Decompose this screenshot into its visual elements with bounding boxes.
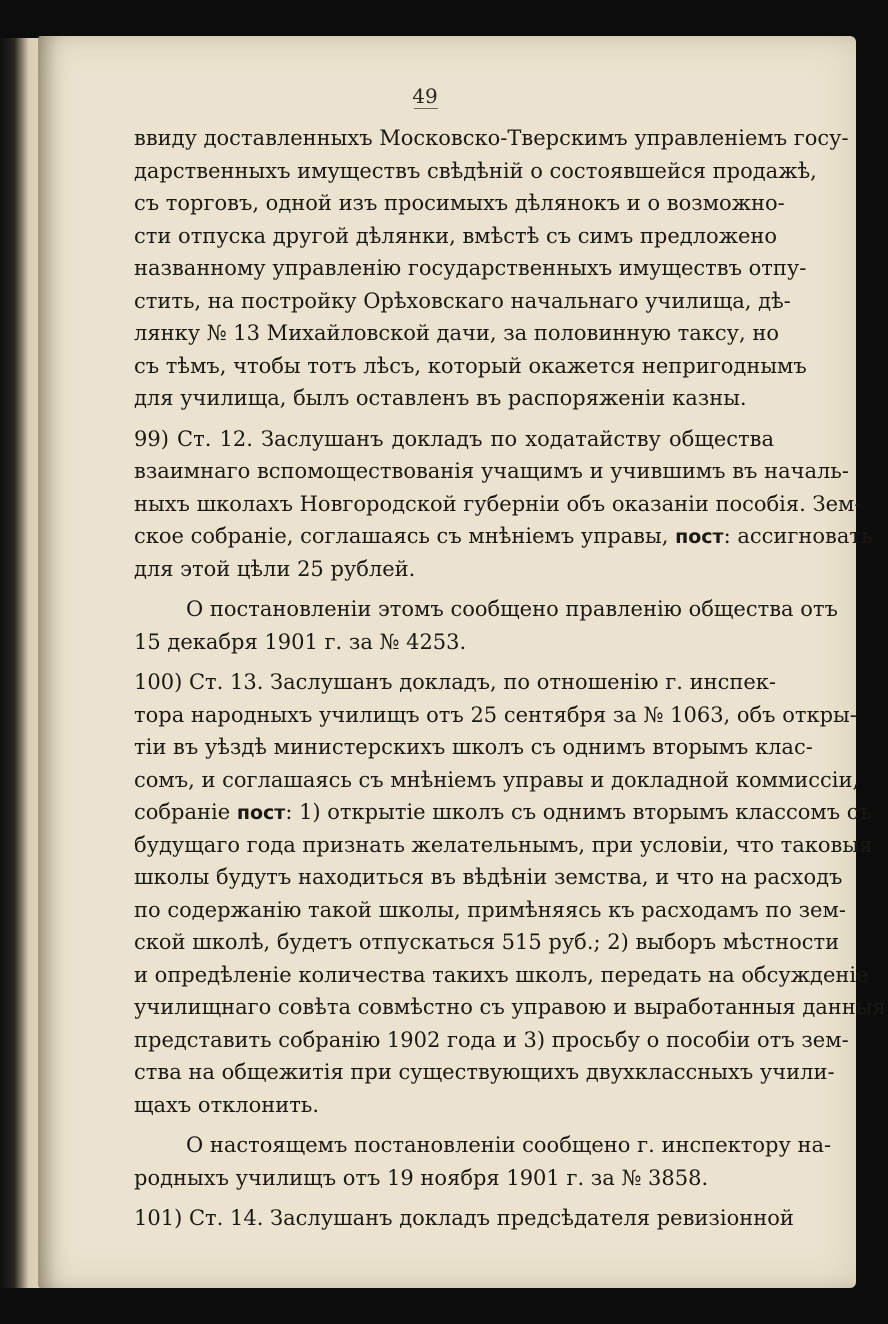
text-line: сти отпуска другой дѣлянки, вмѣстѣ съ симъ предложено xyxy=(134,223,778,248)
text-line-part: собраніе xyxy=(134,800,231,824)
text-line: ныхъ школахъ Новгородской губерніи объ оказаніи пособія. Зем- xyxy=(134,491,862,516)
text-line: для этой цѣли 25 рублей. xyxy=(134,556,416,581)
page-number-underline xyxy=(414,108,438,110)
text-line xyxy=(134,520,873,553)
text-line: щахъ отклонить. xyxy=(134,1092,320,1117)
paragraph-99 xyxy=(134,423,873,586)
text-line: училищнаго совѣта совмѣстно съ управою и выработанныя данныя xyxy=(134,995,886,1019)
text-line: ввиду доставленныхъ Московско-Тверскимъ управленіемъ госу- xyxy=(134,126,849,150)
text-line: стить, на постройку Орѣховскаго начальнаго училища, дѣ- xyxy=(134,288,791,313)
text-line: родныхъ училищъ отъ 19 ноября 1901 г. за № 3858. xyxy=(134,1165,709,1190)
text-line: сомъ, и соглашаясь съ мнѣніемъ управы и докладной коммиссіи, xyxy=(134,767,860,792)
text-line: будущаго года признать желательнымъ, при условіи, что таковыя xyxy=(134,832,873,857)
page-body xyxy=(134,122,886,1235)
text-line: взаимнаго вспомоществованія учащимъ и учившимъ въ началь- xyxy=(134,459,849,483)
text-line: съ торговъ, одной изъ просимыхъ дѣлянокъ и о возможно- xyxy=(134,191,785,215)
text-line: О постановленіи этомъ сообщено правленію общества отъ xyxy=(186,597,838,621)
text-line: и опредѣленіе количества такихъ школъ, передать на обсужденіе xyxy=(134,962,869,987)
text-line: 101) Ст. 14. Заслушанъ докладъ предсѣдателя ревизіонной xyxy=(134,1206,794,1230)
text-line: дарственныхъ имуществъ свѣдѣній о состоявшейся продажѣ, xyxy=(134,158,817,183)
text-line: тіи въ уѣздѣ министерскихъ школъ съ однимъ вторымъ клас- xyxy=(134,735,813,759)
text-line-part: ское собраніе, соглашаясь съ мнѣніемъ управы, xyxy=(134,524,669,548)
text-line: школы будутъ находиться въ вѣдѣніи земства, и что на расходъ xyxy=(134,865,843,889)
text-line xyxy=(134,796,872,829)
text-line: 15 декабря 1901 г. за № 4253. xyxy=(134,629,467,654)
text-line: для училища, былъ оставленъ въ распоряженіи казны. xyxy=(134,386,747,410)
text-line: лянку № 13 Михайловской дачи, за половинную таксу, но xyxy=(134,321,780,345)
text-line: О настоящемъ постановленіи сообщено г. инспектору на- xyxy=(186,1133,832,1157)
text-line: тора народныхъ училищъ отъ 25 сентября за № 1063, объ откры- xyxy=(134,702,857,727)
paragraph-101 xyxy=(134,1202,794,1235)
text-line: съ тѣмъ, чтобы тотъ лѣсъ, который окажется непригоднымъ xyxy=(134,353,807,378)
paragraph-100-notice xyxy=(134,1129,832,1194)
paragraph-100 xyxy=(134,666,886,1121)
text-line: названному управленію государственныхъ имуществъ отпу- xyxy=(134,256,807,280)
bold-abbreviation: пост xyxy=(236,802,286,824)
text-line: представить собранію 1902 года и 3) просьбу о пособіи отъ зем- xyxy=(134,1027,849,1052)
bold-abbreviation: пост xyxy=(675,526,724,548)
text-line: по содержанію такой школы, примѣняясь къ расходамъ по зем- xyxy=(134,897,846,922)
text-line: ства на общежитія при существующихъ двухклассныхъ учили- xyxy=(134,1060,835,1084)
paragraph-98-continuation xyxy=(134,122,849,415)
text-line-part: : 1) открытіе школъ съ однимъ вторымъ классомъ съ xyxy=(285,800,872,824)
paragraph-99-notice xyxy=(134,593,838,658)
page-number: 49 xyxy=(412,84,438,108)
text-line: 100) Ст. 13. Заслушанъ докладъ, по отношенію г. инспек- xyxy=(134,670,776,694)
text-line-part: : ассигновать xyxy=(723,524,873,548)
text-line: 99) Ст. 12. Заслушанъ докладъ по ходатайству общества xyxy=(134,426,774,451)
text-line: ской школѣ, будетъ отпускаться 515 руб.; 2) выборъ мѣстности xyxy=(134,930,840,954)
